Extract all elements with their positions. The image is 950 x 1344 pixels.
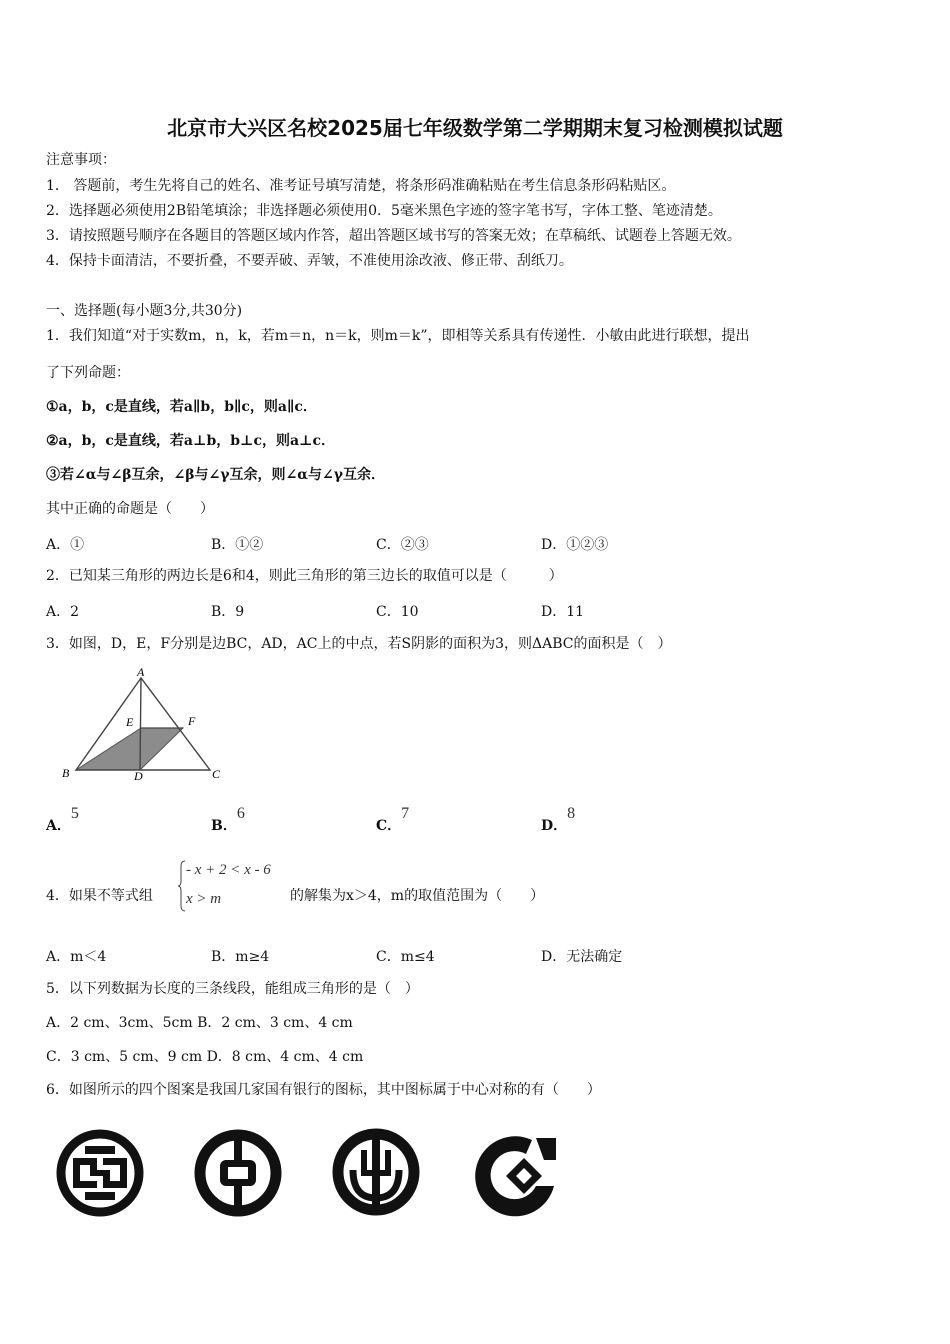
- page-title: 北京市大兴区名校2025届七年级数学第二学期期末复习检测模拟试题: [167, 116, 783, 140]
- q1-option-b: B．①②: [211, 537, 264, 553]
- inequality-system: [178, 858, 288, 914]
- q5-stem: 5．以下列数据为长度的三条线段，能组成三角形的是（ ）: [46, 981, 419, 997]
- notice-item: 4．保持卡面清洁，不要折叠，不要弄破、弄皱，不准使用涂改液、修正带、刮纸刀。: [46, 253, 573, 269]
- q2-stem: 2．已知某三角形的两边长是6和4，则此三角形的第三边长的取值可以是（ ）: [46, 568, 563, 584]
- q4-option-c: C．m≤4: [376, 949, 435, 965]
- inequality-row-1: - x + 2 < x - 6: [186, 862, 271, 878]
- q4-suffix: 的解集为x＞4，m的取值范围为（ ）: [290, 888, 545, 904]
- q2-option-d: D．11: [541, 604, 585, 620]
- label-f: F: [188, 714, 196, 728]
- shaded-region: [76, 728, 183, 770]
- label-d: D: [134, 769, 143, 783]
- notice-item: 3．请按照题号顺序在各题目的答题区域内作答，超出答题区域书写的答案无效；在草稿纸、试题卷上答题无效。: [46, 228, 741, 244]
- label-e: E: [126, 715, 134, 729]
- q1-question: 其中正确的命题是（ ）: [46, 501, 214, 517]
- section-heading: 一、选择题(每小题3分,共30分): [46, 303, 243, 319]
- q3-option-c-letter: C．: [376, 818, 402, 834]
- q1-option-c: C．②③: [376, 537, 429, 553]
- q1-option-d: D．①②③: [541, 537, 609, 553]
- q4-option-b: B．m≥4: [211, 949, 270, 965]
- boc-logo-icon: [193, 1128, 283, 1218]
- q3-option-c-value: 7: [401, 805, 410, 822]
- abc-logo-icon: [331, 1126, 421, 1218]
- q3-option-a-value: 5: [70, 805, 79, 822]
- q6-stem: 6．如图所示的四个图案是我国几家国有银行的图标，其中图标属于中心对称的有（ ）: [46, 1082, 601, 1098]
- q2-option-b: B．9: [211, 604, 245, 620]
- q3-option-d-letter: D．: [541, 818, 568, 834]
- q1-proposition-2: ②a，b，c是直线，若a⊥b，b⊥c，则a⊥c．: [46, 433, 336, 449]
- q3-option-c: [376, 805, 410, 835]
- label-c: C: [212, 767, 221, 781]
- q3-stem: 3．如图，D，E，F分别是边BC，AD，AC上的中点，若S阴影的面积为3，则ΔABC的面积是（ ）: [46, 636, 672, 652]
- label-a: A: [137, 665, 145, 679]
- brace-icon: [178, 860, 186, 912]
- q3-option-d-value: 8: [567, 805, 576, 822]
- notice-item: 2．选择题必须使用2B铅笔填涂；非选择题必须使用0．5毫米黑色字迹的签字笔书写，字体工整、笔迹清楚。: [46, 203, 722, 219]
- triangle-figure: [58, 664, 228, 784]
- segment-ad: [140, 678, 141, 770]
- q1-proposition-3: ③若∠α与∠β互余，∠β与∠γ互余，则∠α与∠γ互余．: [46, 467, 386, 483]
- ccb-logo-icon: [470, 1130, 562, 1222]
- notice-heading: 注意事项：: [46, 152, 116, 168]
- q3-option-a-letter: A．: [46, 818, 71, 834]
- q5-options-line2: C．3 cm、5 cm、9 cm D．8 cm、4 cm、4 cm: [46, 1049, 364, 1065]
- q1-option-a: A．①: [46, 537, 85, 553]
- q5-options-line1: A．2 cm、3cm、5cm B．2 cm、3 cm、4 cm: [46, 1015, 353, 1031]
- q4-option-a: A．m＜4: [46, 949, 107, 965]
- q3-option-d: [541, 805, 576, 835]
- q2-option-a: A．2: [46, 604, 80, 620]
- q1-stem-line2: 了下列命题：: [46, 365, 130, 381]
- notice-item: 1． 答题前，考生先将自己的姓名、准考证号填写清楚，将条形码准确粘贴在考生信息条形码粘贴区。: [46, 178, 676, 194]
- q1-proposition-1: ①a，b，c是直线，若a∥b，b∥c，则a∥c．: [46, 399, 317, 415]
- q3-option-b: [211, 805, 245, 835]
- q4-option-d: D．无法确定: [541, 949, 623, 965]
- q1-stem-line1: 1．我们知道“对于实数m，n，k，若m＝n，n＝k，则m＝k”，即相等关系具有传递性．小敏由此进行联想，提出: [46, 328, 750, 344]
- q2-option-c: C．10: [376, 604, 419, 620]
- label-b: B: [62, 766, 70, 780]
- inequality-row-2: x > m: [186, 891, 222, 907]
- q3-option-a: [46, 805, 79, 835]
- q4-prefix: 4．如果不等式组: [46, 888, 153, 904]
- icbc-logo-icon: [55, 1128, 145, 1218]
- q3-option-b-letter: B．: [211, 818, 237, 834]
- q3-option-b-value: 6: [236, 805, 245, 822]
